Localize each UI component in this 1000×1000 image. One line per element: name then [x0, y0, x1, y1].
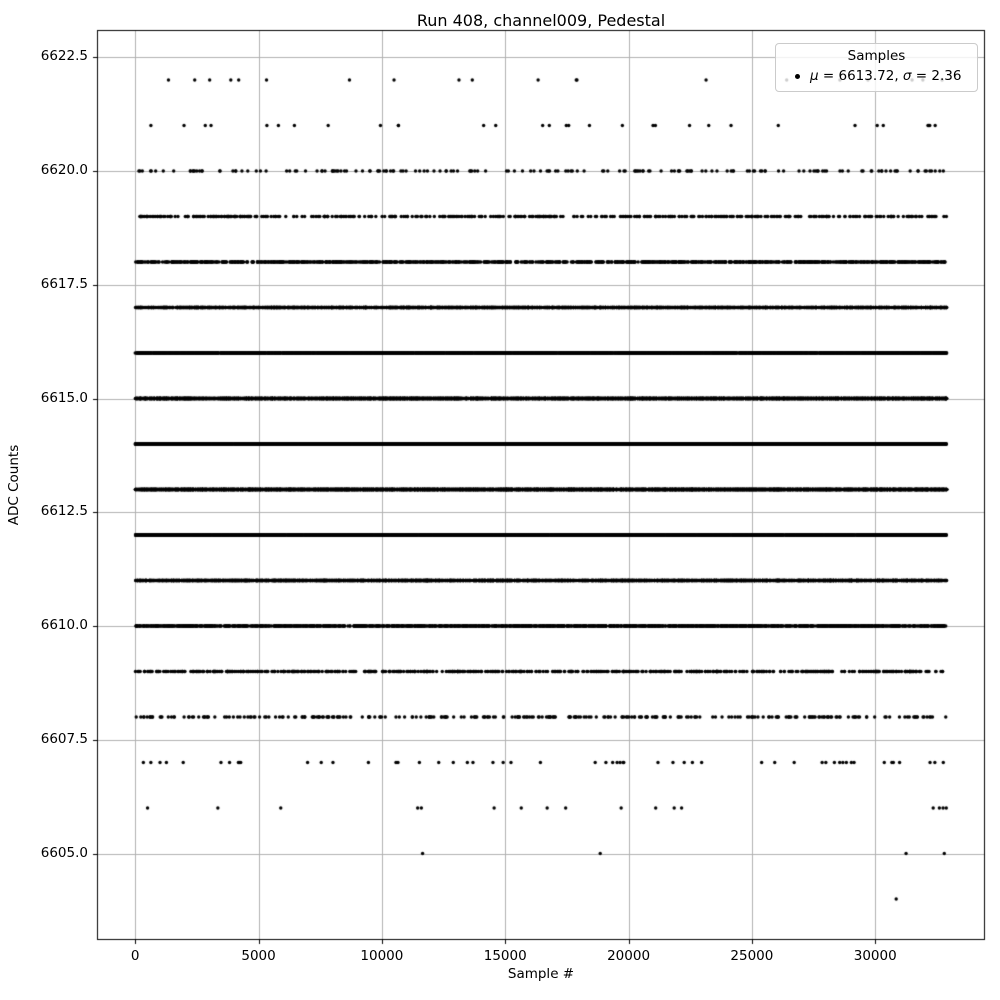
legend: [775, 43, 978, 92]
x-tick-label: 10000: [360, 948, 404, 964]
y-tick-label: 6617.5: [40, 275, 88, 292]
mu-value: = 6613.72,: [818, 68, 903, 84]
legend-entry-label: [810, 68, 961, 85]
y-tick-label: 6610.0: [40, 617, 88, 634]
x-tick-label: 5000: [241, 948, 276, 964]
samples-marker-icon: [795, 74, 800, 79]
legend-title: Samples: [847, 48, 906, 64]
x-tick-label: 30000: [853, 948, 897, 964]
y-tick-label: 6620.0: [40, 162, 88, 179]
sigma-value: = 2.36: [911, 68, 962, 84]
y-tick-label: 6622.5: [40, 48, 88, 65]
chart-title: Run 408, channel009, Pedestal: [416, 11, 666, 30]
legend-entry: [784, 68, 969, 85]
y-tick-label: 6607.5: [40, 730, 88, 747]
y-tick-label: 6605.0: [40, 844, 88, 861]
sigma-symbol: σ: [902, 68, 912, 84]
x-axis-label: Sample #: [507, 966, 575, 982]
x-tick-label: 20000: [607, 948, 651, 964]
x-tick-label: 0: [130, 948, 140, 964]
mu-symbol: μ: [810, 68, 819, 84]
x-tick-label: 15000: [483, 948, 527, 964]
x-tick-label: 25000: [730, 948, 774, 964]
y-tick-label: 6612.5: [40, 503, 88, 520]
y-tick-label: 6615.0: [40, 389, 88, 406]
y-axis-label: ADC Counts: [6, 444, 22, 526]
